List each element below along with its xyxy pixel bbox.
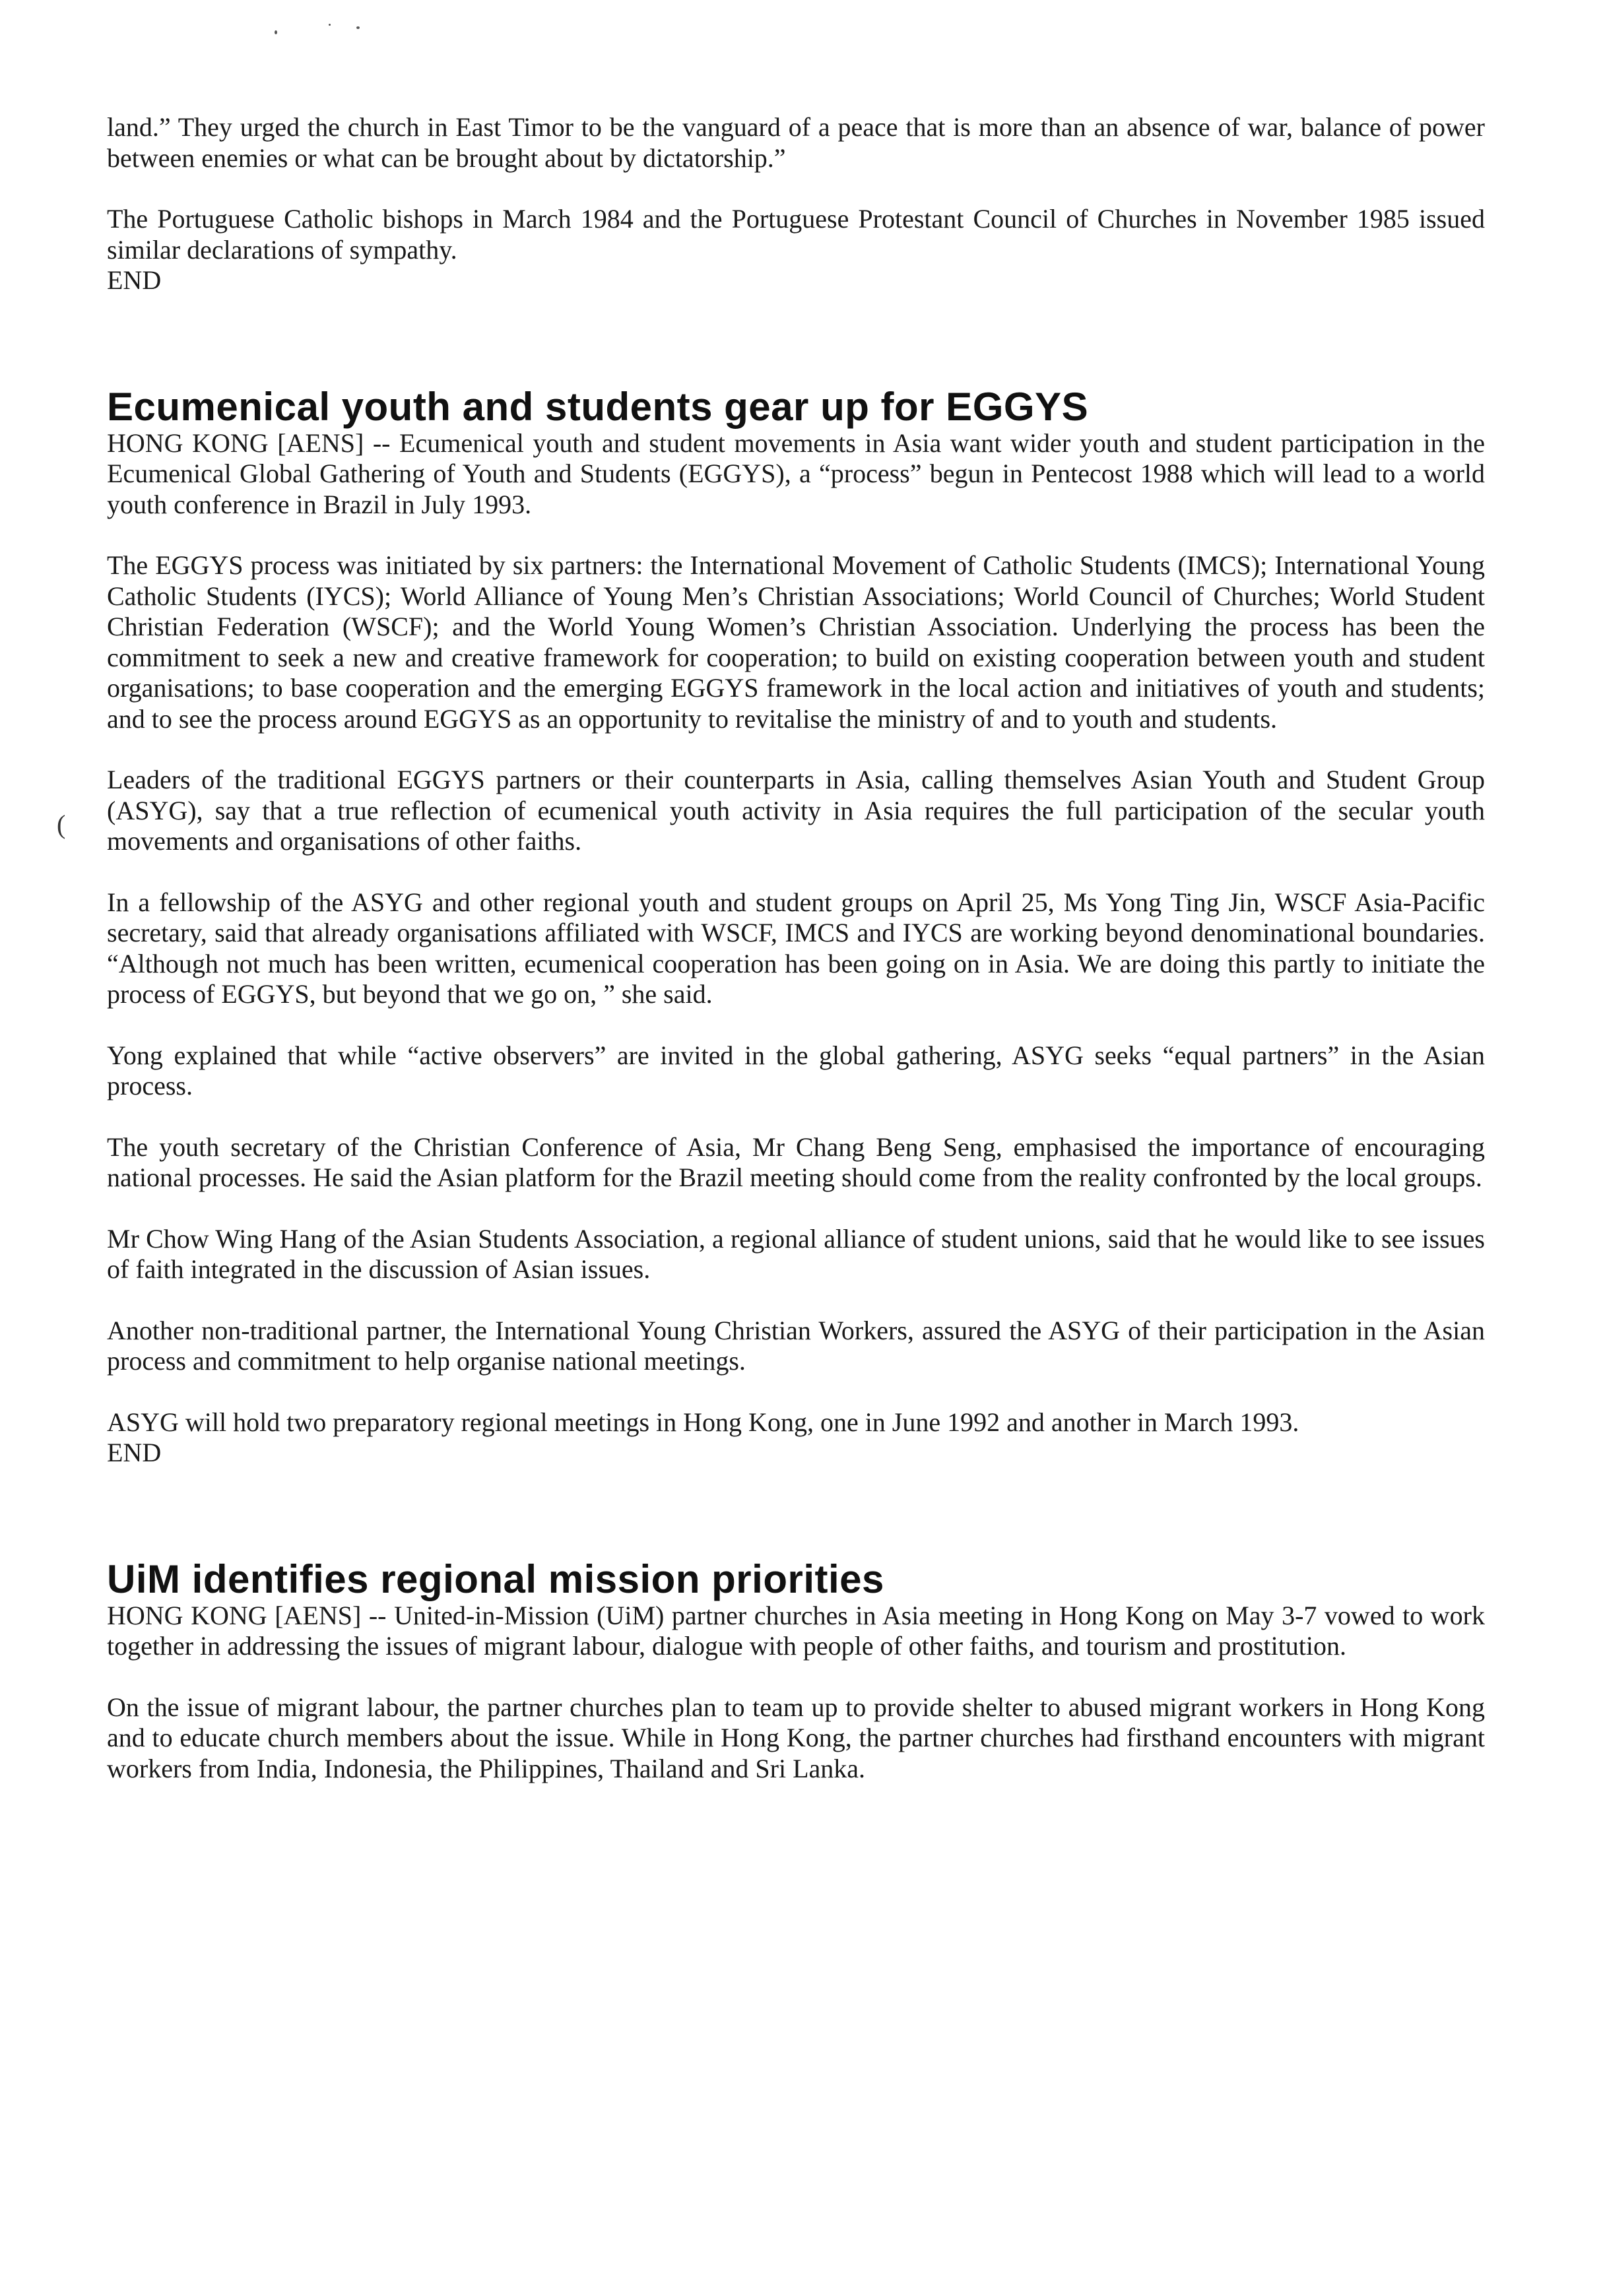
article-eggys-headline: Ecumenical youth and students gear up for EGGYS [107,384,1089,429]
section-spacer [107,296,1485,386]
scan-speck [329,24,331,26]
article-eggys-paragraph-8: Another non-traditional partner, the International Young Christian Workers, assured the ASYG of their participation in the Asian process and commitment to help organise national meetings. [107,1315,1485,1376]
document-page [107,112,1485,1814]
article-uim-paragraph-1: HONG KONG [AENS] -- United-in-Mission (UiM) partner churches in Asia meeting in Hong Kong on May 3-7 vowed to work together in addressing the issues of migrant labour, dialogue with people of other faiths, and tourism and prostitution. [107,1600,1485,1661]
intro-end-mark: END [107,265,162,295]
article-uim [107,1558,1485,1785]
article-uim-headline: UiM identifies regional mission priorities [107,1556,884,1601]
article-eggys-paragraph-3: Leaders of the traditional EGGYS partners or their counterparts in Asia, calling themselves Asian Youth and Student Group (ASYG), say that a true reflection of ecumenical youth activity in Asia requires the full participation of the secular youth movements and organisations of other faiths. [107,765,1485,856]
margin-handwritten-mark: ( [57,810,66,839]
intro-paragraph-1: land.” They urged the church in East Timor to be the vanguard of a peace that is more than an absence of war, balance of power between enemies or what can be brought about by dictatorship.” [107,112,1485,173]
article-eggys [107,386,1485,1469]
article-uim-paragraph-2: On the issue of migrant labour, the partner churches plan to team up to provide shelter to abused migrant workers in Hong Kong and to educate church members about the issue. While in Hong Kong, the partner churches had firsthand encounters with migrant workers from India, Indonesia, the Philippines, Thailand and Sri Lanka. [107,1692,1485,1783]
intro-section [107,112,1485,296]
article-eggys-paragraph-1: HONG KONG [AENS] -- Ecumenical youth and student movements in Asia want wider youth and student participation in the Ecumenical Global Gathering of Youth and Students (EGGYS), a “process” begun in Pentecost 1988 which will lead to a world youth conference in Brazil in July 1993. [107,428,1485,519]
section-spacer [107,1469,1485,1558]
article-eggys-end-mark: END [107,1438,162,1467]
scan-speck [275,30,277,34]
article-eggys-paragraph-5: Yong explained that while “active observers” are invited in the global gathering, ASYG seeks “equal partners” in the Asian process. [107,1040,1485,1100]
scan-speck [356,26,360,29]
intro-paragraph-2: The Portuguese Catholic bishops in March 1984 and the Portuguese Protestant Council of Churches in November 1985 issued similar declarations of sympathy. [107,204,1485,265]
article-eggys-paragraph-7: Mr Chow Wing Hang of the Asian Students Association, a regional alliance of student unions, said that he would like to see issues of faith integrated in the discussion of Asian issues. [107,1223,1485,1284]
article-eggys-paragraph-9: ASYG will hold two preparatory regional meetings in Hong Kong, one in June 1992 and another in March 1993. [107,1407,1299,1437]
article-eggys-paragraph-4: In a fellowship of the ASYG and other regional youth and student groups on April 25, Ms Yong Ting Jin, WSCF Asia-Pacific secretary, said that already organisations affiliated with WSCF, IMCS and IYCS are working beyond denominational boundaries. “Although not much has been written, ecumenical cooperation has been going on in Asia. We are doing this partly to initiate the process of EGGYS, but beyond that we go on, ” she said. [107,887,1485,1009]
article-eggys-paragraph-2: The EGGYS process was initiated by six partners: the International Movement of Catholic Students (IMCS); International Young Catholic Students (IYCS); World Alliance of Young Men’s Christian Associations; World Council of Churches; World Student Christian Federation (WSCF); and the World Young Women’s Christian Association. Underlying the process has been the commitment to seek a new and creative framework for cooperation; to build on existing cooperation between youth and student organisations; to base cooperation and the emerging EGGYS framework in the local action and initiatives of youth and students; and to see the process around EGGYS as an opportunity to revitalise the ministry of and to youth and students. [107,550,1485,734]
article-eggys-paragraph-6: The youth secretary of the Christian Conference of Asia, Mr Chang Beng Seng, emphasised the importance of encouraging national processes. He said the Asian platform for the Brazil meeting should come from the reality confronted by the local groups. [107,1132,1485,1192]
